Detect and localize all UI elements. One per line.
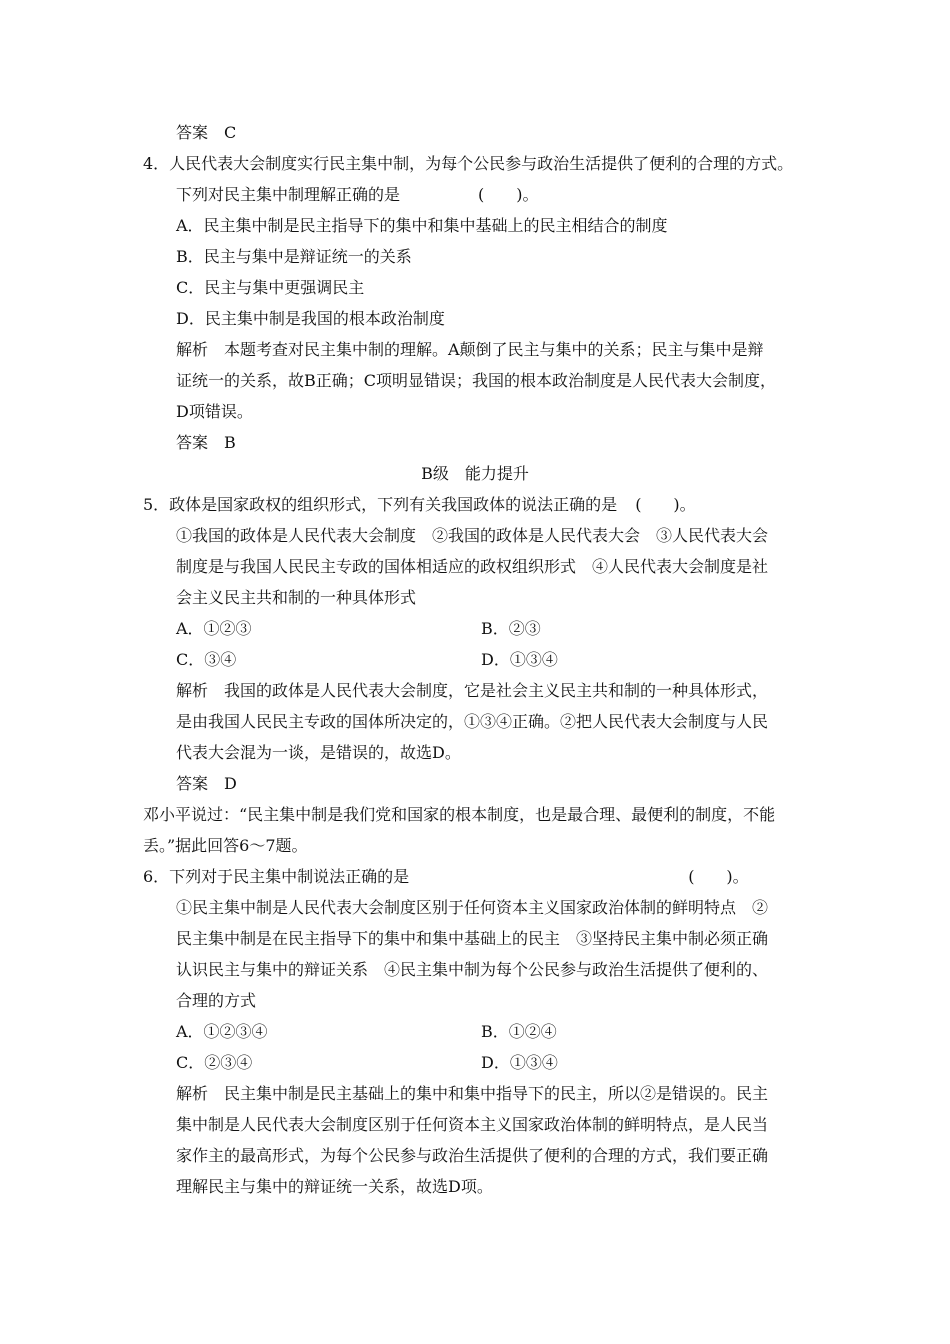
- q6-option-c: C．②③④: [176, 1053, 253, 1072]
- q5-option-b: B．②③: [481, 619, 541, 638]
- q6-analysis-line-4: 理解民主与集中的辩证统一关系，故选D项。: [176, 1177, 493, 1196]
- q6-option-a: A．①②③④: [176, 1022, 268, 1041]
- q4-stem-text: 下列对民主集中制理解正确的是: [176, 185, 401, 204]
- q4-answer-blank: ( )。: [478, 185, 539, 204]
- q5-statements-line-1: ①我国的政体是人民代表大会制度 ②我国的政体是人民代表大会 ③人民代表大会: [176, 526, 769, 545]
- q5-analysis-line-3: 代表大会混为一谈，是错误的，故选D。: [176, 743, 461, 762]
- q6-statements-line-1: ①民主集中制是人民代表大会制度区别于任何资本主义国家政治体制的鲜明特点 ②: [176, 898, 769, 917]
- q6-option-b: B．①②④: [481, 1022, 557, 1041]
- q6-option-d: D．①③④: [481, 1053, 558, 1072]
- q6-answer-blank: ( )。: [688, 867, 749, 886]
- q5-analysis-line-2: 是由我国人民民主专政的国体所决定的，①③④正确。②把人民代表大会制度与人民: [176, 712, 769, 731]
- q4-stem-line-2: [176, 184, 539, 206]
- q6-statements-line-3: 认识民主与集中的辩证关系 ④民主集中制为每个公民参与政治生活提供了便利的、: [176, 960, 769, 979]
- q6-statements-line-4: 合理的方式: [176, 991, 257, 1010]
- q6-analysis-line-2: 集中制是人民代表大会制度区别于任何资本主义国家政治体制的鲜明特点，是人民当: [176, 1115, 769, 1134]
- q6-stem-text: 6．下列对于民主集中制说法正确的是: [143, 867, 410, 886]
- q6-analysis-line-3: 家作主的最高形式，为每个公民参与政治生活提供了便利的合理的方式，我们要正确: [176, 1146, 769, 1165]
- q4-option-a: A．民主集中制是民主指导下的集中和集中基础上的民主相结合的制度: [176, 216, 668, 235]
- q5-answer-blank: ( )。: [635, 495, 696, 514]
- q5-stem: [143, 494, 696, 516]
- q4-stem-line-1: 4．人民代表大会制度实行民主集中制，为每个公民参与政治生活提供了便利的合理的方式。: [143, 154, 794, 173]
- q3-answer: 答案 C: [176, 123, 237, 142]
- q4-option-b: B．民主与集中是辩证统一的关系: [176, 247, 412, 266]
- q5-stem-text: 5．政体是国家政权的组织形式，下列有关我国政体的说法正确的是: [143, 495, 618, 514]
- q5-option-d: D．①③④: [481, 650, 558, 669]
- q5-statements-line-3: 会主义民主共和制的一种具体形式: [176, 588, 417, 607]
- q4-analysis-line-2: 证统一的关系，故B正确；C项明显错误；我国的根本政治制度是人民代表大会制度，: [176, 371, 777, 390]
- q5-option-a: A．①②③: [176, 619, 252, 638]
- q4-answer: 答案 B: [176, 433, 236, 452]
- q5-answer: 答案 D: [176, 774, 237, 793]
- q6-statements-line-2: 民主集中制是在民主指导下的集中和集中基础上的民主 ③坚持民主集中制必须正确: [176, 929, 769, 948]
- q4-option-d: D．民主集中制是我国的根本政治制度: [176, 309, 445, 328]
- q6-stem: [143, 866, 749, 888]
- q4-analysis-line-3: D项错误。: [176, 402, 253, 421]
- q5-analysis-line-1: 解析 我国的政体是人民代表大会制度，它是社会主义民主共和制的一种具体形式，: [176, 681, 769, 700]
- q5-option-c: C．③④: [176, 650, 237, 669]
- intro-line-1: 邓小平说过：“民主集中制是我们党和国家的根本制度，也是最合理、最便利的制度，不能: [143, 805, 776, 824]
- q4-analysis-line-1: 解析 本题考查对民主集中制的理解。A颠倒了民主与集中的关系；民主与集中是辩: [176, 340, 764, 359]
- q4-option-c: C．民主与集中更强调民主: [176, 278, 365, 297]
- q5-statements-line-2: 制度是与我国人民民主专政的国体相适应的政权组织形式 ④人民代表大会制度是社: [176, 557, 769, 576]
- intro-line-2: 丢。”据此回答6～7题。: [143, 836, 308, 855]
- section-title: B级 能力提升: [421, 464, 529, 483]
- q6-analysis-line-1: 解析 民主集中制是民主基础上的集中和集中指导下的民主，所以②是错误的。民主: [176, 1084, 769, 1103]
